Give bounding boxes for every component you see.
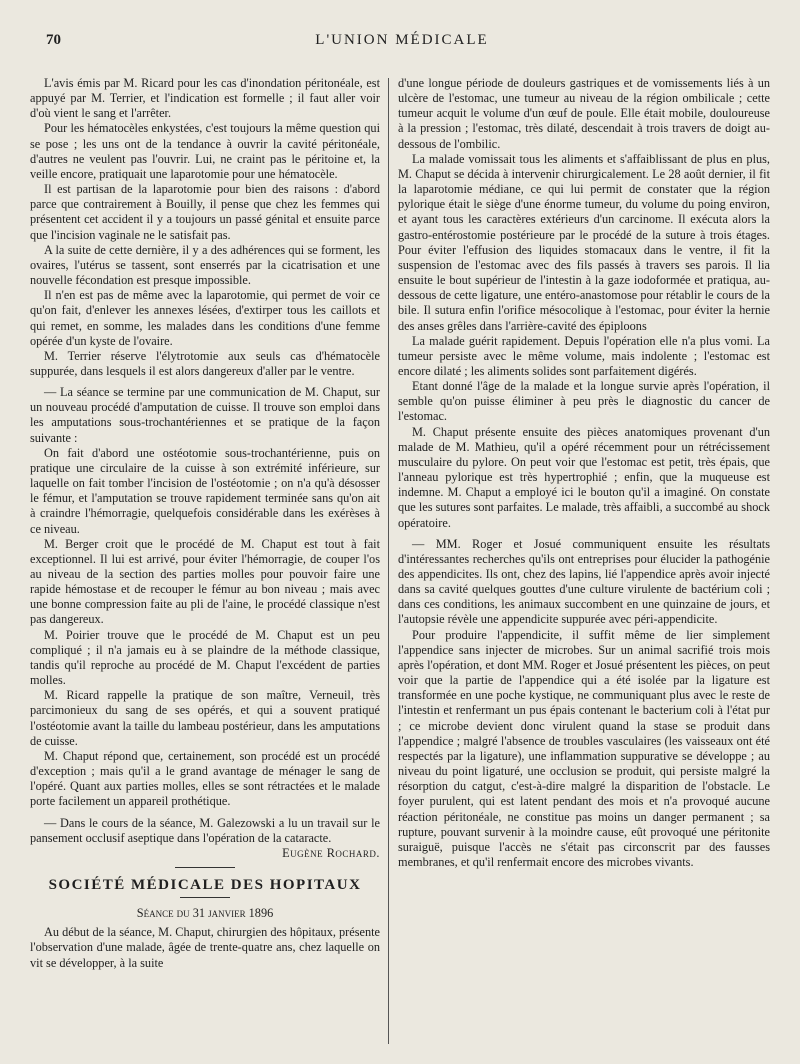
paragraph: Au début de la séance, M. Chaput, chirurgien des hôpitaux, présente l'observation d'une malade, âgée de trente-quatre ans, chez laquelle on vit se développer, à la suite [30, 925, 380, 970]
right-column [398, 76, 770, 870]
paragraph: A la suite de cette dernière, il y a des adhérences qui se forment, les ovaires, l'utérus se tassent, sont enserrés par la cicatrisation et une nouvelle fécondation est presque impossible. [30, 242, 380, 288]
section-title: SOCIÉTÉ MÉDICALE DES HOPITAUX [48, 876, 362, 893]
paragraph: Pour les hématocèles enkystées, c'est toujours la même question qui se pose ; les uns ont de la tendance à ouvrir la cavité péritonéale, d'autres ne veulent pas l'ouvrir. Lui, ne craint pas le péritoine et, la veille encore, pratiquait une laparotomie pour une hématocèle. [30, 121, 380, 181]
page-header [38, 30, 766, 54]
running-title: L'UNION MÉDICALE [315, 32, 489, 48]
paragraph: Il n'en est pas de même avec la laparotomie, qui permet de voir ce qu'on fait, d'enlever les annexes lésées, d'extirper tous les caillots et qui remet, en somme, les malades dans les conditions d'une femme opérée d'un kyste de l'ovaire. [30, 288, 380, 348]
session-date: Séance du 31 janvier 1896 [136, 906, 274, 921]
paragraph: — MM. Roger et Josué communiquent ensuite les résultats d'intéressantes recherches qu'ils ont entreprises pour élucider la pathogénie des appendicites. Ils ont, chez des lapins, lié l'appendice après avoir injecté dans sa cavité quelques gouttes d'une culture virulente de bactérium coli ; dans ces conditions, les animaux succombent en une quinzaine de jours, et l'autopsie révèle une appendicite suppurée avec péri-appendicite. [398, 536, 770, 627]
paragraph: Il est partisan de la laparotomie pour bien des raisons : d'abord parce que contrairement à Bouilly, il pense que chez les femmes qui présentent cet accident il y a toujours un passé génital et ensuite parce que l'incision vaginale ne le satisfait pas. [30, 182, 380, 242]
paragraph: M. Terrier réserve l'élytrotomie aux seuls cas d'hématocèle suppurée, dans lesquels il est alors dangereux d'aller par le ventre. [30, 348, 380, 378]
page-number: 70 [46, 32, 61, 48]
paragraph: M. Berger croit que le procédé de M. Chaput est tout à fait exceptionnel. Il lui est arrivé, pour éviter l'hémorragie, de couper l'os au niveau de la section des parties molles pour pouvoir faire une rapide hémostase et de recouper le fémur au bon niveau ; mais avec une bonne compression faite au pli de l'aine, le procédé classique n'est pas dangereux. [30, 536, 380, 627]
paragraph: Etant donné l'âge de la malade et la longue survie après l'opération, il semble qu'on puisse éliminer à peu près le diagnostic du cancer de l'estomac. [398, 379, 770, 424]
author-signature: Eugène Rochard. [282, 845, 380, 860]
title-divider [180, 897, 230, 898]
paragraph: — Dans le cours de la séance, M. Galezowski a lu un travail sur le pansement occlusif aseptique dans l'opération de la cataracte. [30, 815, 380, 845]
left-column [30, 76, 380, 971]
paragraph: On fait d'abord une ostéotomie sous-trochantérienne, puis on pratique une circulaire de la cuisse à son extrémité inférieure, sur laquelle on fait tomber l'incision de l'ostéotomie ; on n'a qu'à désosser le fémur, et l'amputation se trouve rapidement terminée sans qu'on ait à craindre l'hémorragie, quelquefois considérable dans les exérèses à ce niveau. [30, 445, 380, 536]
paragraph: M. Chaput présente ensuite des pièces anatomiques provenant d'un malade de M. Mathieu, qu'il a opéré récemment pour un rétrécissement musculaire du pylore. On peut voir que l'estomac est petit, très épais, que l'anneau pylorique est très hypertrophié ; enfin, que la muqueuse est indemne. M. Chaput a employé ici le bouton qu'il a imaginé. On constate que les sutures sont parfaites. Le malade, très affaibli, a succombé au shock opératoire. [398, 424, 770, 530]
column-divider [388, 78, 389, 1044]
paragraph: Pour produire l'appendicite, il suffit même de lier simplement l'appendice sans injecter de microbes. Sur un animal sacrifié trois mois après l'opération, et dont MM. Roger et Josué présentent les pièces, on peut voir que la partie de l'appendice qui a été isolée par la ligature est transformée en une poche kystique, ne communiquant plus avec le reste de l'intestin et renfermant un pus épais contenant le bacterium coli à l'état pur ; ce microbe devient donc virulent quand la stase se produit dans l'appendice ; malgré l'absence de troubles vasculaires (les vaisseaux ont été respectés par la ligature), une inflammation suppurative se développe ; au niveau du point ligaturé, une occlusion se produit, qui persiste malgré la résorption du catgut, c'est-à-dire malgré la disparition de l'obstacle. Le foyer purulent, qui est latent pendant des mois et n'a provoqué aucune réaction péritonéale, ne constitue pas moins un danger permanent ; sa rupture, pouvant survenir à la moindre cause, eût provoqué une péritonite suraiguë, puisque l'accès ne s'était pas circonscrit par des fausses membranes, et qu'il renfermait encore des microbes vivants. [398, 627, 770, 869]
paragraph: — La séance se termine par une communication de M. Chaput, sur un nouveau procédé d'amputation de cuisse. Il trouve son emploi dans les amputations sous-trochantériennes et se pratique de la façon suivante : [30, 385, 380, 445]
paragraph: M. Ricard rappelle la pratique de son maître, Verneuil, très parcimonieux du sang de ses opérés, et qui a souvent pratiqué l'ostéotomie avant la taille du lambeau postérieur, dans les amputations de cuisse. [30, 688, 380, 748]
paragraph: La malade guérit rapidement. Depuis l'opération elle n'a plus vomi. La tumeur persiste avec le même volume, mais indolente ; l'estomac est encore dilaté ; les aliments solides sont parfaitement digérés. [398, 333, 770, 378]
paragraph: La malade vomissait tous les aliments et s'affaiblissant de plus en plus, M. Chaput se décida à intervenir chirurgicalement. Le 28 août dernier, il fit la laparotomie médiane, ce qui lui permit de constater que la région pylorique était le siège d'une énorme tumeur, du volume du poing environ, et ayant tous les caractères extérieurs d'un carcinome. Il exécuta alors la gastro-entérostomie postérieure par le procédé de la suture à trois étages. Pour éviter l'effusion des liquides stomacaux dans le ventre, il fit la suspension de l'estomac avec des fils passés à travers ses parois. Il lia ensuite le bout supérieur de l'intestin à la gaze iodoformée et pratiqua, au-dessous de cette ligature, une entéro-anastomose pour rétablir le cours de la bile. Il sutura enfin l'orifice mésocolique à l'estomac, pour éviter la hernie des anses grêles dans l'arrière-cavité des épiploons [398, 151, 770, 333]
paragraph: d'une longue période de douleurs gastriques et de vomissements liés à un ulcère de l'estomac, une tumeur au niveau de la région ombilicale ; cette tumeur acquit le volume d'un œuf de poule. Elle était mobile, douloureuse à la pression ; l'estomac, très dilaté, descendait à trois travers de doigt au-dessous de l'ombilic. [398, 76, 770, 151]
paragraph: M. Chaput répond que, certainement, son procédé est un procédé d'exception ; mais qu'il a le grand avantage de ménager le sang de l'opéré. Quant aux parties molles, elles se sont rétractées et le malade porte facilement un appareil prothétique. [30, 748, 380, 809]
section-divider [175, 867, 235, 868]
paragraph: M. Poirier trouve que le procédé de M. Chaput est un peu compliqué ; il n'a jamais eu à se plaindre de la méthode classique, tandis qu'il reproche au procédé de M. Chaput l'excédent de parties molles. [30, 627, 380, 688]
paragraph: L'avis émis par M. Ricard pour les cas d'inondation péritonéale, est appuyé par M. Terrier, et l'indication est formelle ; il faut aller voir d'où vient le sang et l'arrêter. [30, 76, 380, 121]
